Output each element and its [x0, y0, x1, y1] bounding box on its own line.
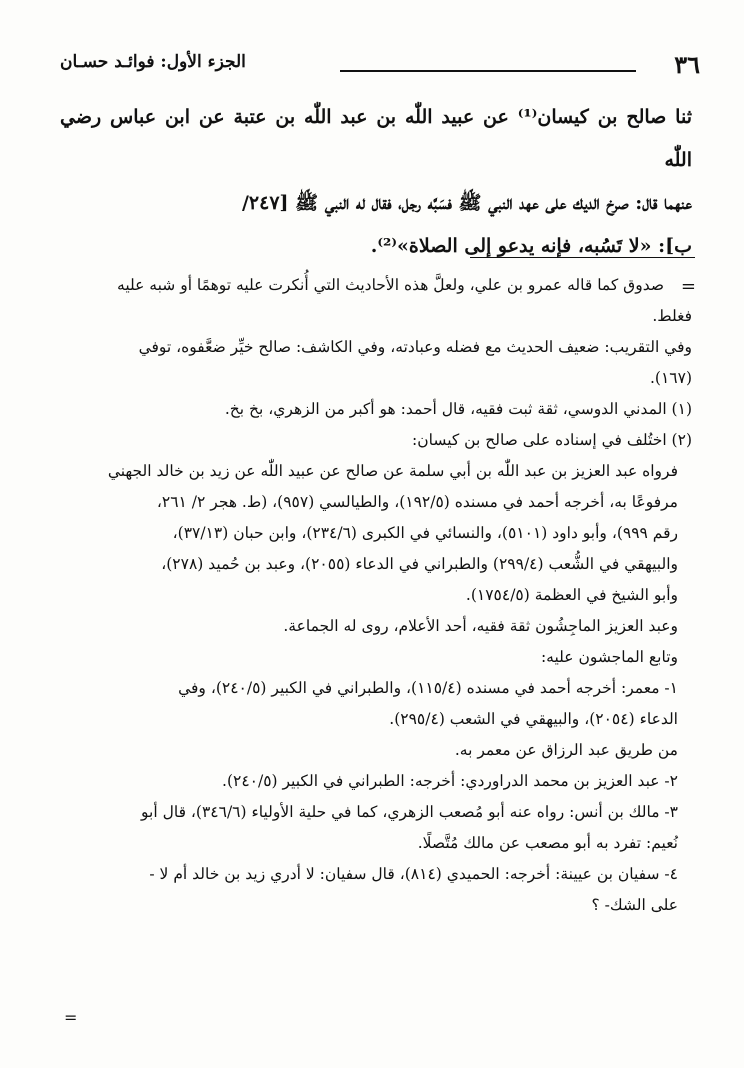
footnote-line: فغلط.	[652, 307, 692, 325]
footnote-line: الدعاء (٢٠٥٤)، والبيهقي في الشعب (٢٩٥/٤).	[389, 710, 678, 728]
footnote-line: والبيهقي في الشُّعب (٢٩٩/٤) والطبراني في الدعاء (٢٠٥٥)، وعبد بن حُميد (٢٧٨)،	[161, 555, 678, 573]
footnote-line: من طريق عبد الرزاق عن معمر به.	[454, 741, 678, 759]
footnote-line: ١- معمر: أخرجه أحمد في مسنده (١١٥/٤)، والطبراني في الكبير (٢٤٠/٥)، وفي	[178, 679, 678, 697]
footnote-line: وأبو الشيخ في العظمة (١٧٥٤/٥).	[465, 586, 678, 604]
main-line: عنهما قال: صرخ الديك على عهد النبي ﷺ فسَبَّه رجل، فقال له النبي ﷺ [٢٤٧/	[241, 192, 692, 214]
page-number: ٣٦	[674, 50, 700, 79]
footnote-line: نُعيم: تفرد به أبو مصعب عن مالك مُتَّصلًا.	[417, 834, 678, 852]
footnote-line: على الشك- ؟	[591, 896, 678, 914]
footnote-line: صدوق كما قاله عمرو بن علي، ولعلَّ هذه الأحاديث التي أُنكرت عليه توهمًا أو شبه عليه	[117, 276, 664, 294]
footnotes	[60, 270, 692, 921]
footnote-line: مرفوعًا به، أخرجه أحمد في مسنده (١٩٢/٥)، والطيالسي (٩٥٧)، (ط. هجر ٢/ ٢٦١،	[156, 493, 678, 511]
footnote-line: وفي التقريب: ضعيف الحديث مع فضله وعبادته، وفي الكاشف: صالح خيِّر ضعَّفوه، توفي	[138, 338, 692, 356]
header-rule	[340, 70, 636, 72]
running-title: الجزء الأول: فوائـد حسـان	[60, 52, 246, 72]
footnote-line: ٤- سفيان بن عيينة: أخرجه: الحميدي (٨١٤)، قال سفيان: لا أدري زيد بن خالد أم لا -	[149, 865, 678, 883]
footnote-line: ٣- مالك بن أنس: رواه عنه أبو مُصعب الزهري، كما في حلية الأولياء (٣٤٦/٦)، قال أبو	[141, 803, 678, 821]
end-marker: =	[64, 1008, 78, 1027]
footnote-line: وتابع الماجشون عليه:	[540, 648, 678, 666]
footnote-line: (١٦٧).	[649, 369, 692, 387]
footnote-line: وعبد العزيز الماجِشُون ثقة فقيه، أحد الأعلام، روى له الجماعة.	[283, 617, 678, 635]
main-text	[60, 96, 692, 268]
footnote-1: (١) المدني الدوسي، ثقة ثبت فقيه، قال أحمد: هو أكبر من الزهري، بخ بخ.	[224, 400, 692, 418]
footnote-line: ٢- عبد العزيز بن محمد الدراوردي: أخرجه: الطبراني في الكبير (٢٤٠/٥).	[222, 772, 678, 790]
footnote-line: رقم ٩٩٩)، وأبو داود (٥١٠١)، والنسائي في الكبرى (٢٣٤/٦)، وابن حبان (٣٧/١٣)،	[172, 524, 678, 542]
main-line: ب]: «لا تَسُبه، فإنه يدعو إلى الصلاة»⁽²⁾.	[370, 235, 692, 257]
main-line: ثنا صالح بن كيسان⁽¹⁾ عن عبيد اللّٰه بن عبد اللّٰه بن عتبة عن ابن عباس رضي اللّٰه	[60, 106, 692, 171]
continuation-marker: =	[680, 276, 696, 297]
footnote-line: فرواه عبد العزيز بن عبد اللّٰه بن أبي سلمة عن صالح عن عبيد اللّٰه عن زيد بن خالد الجهني	[107, 462, 678, 480]
page-header	[60, 50, 700, 84]
footnote-2-head: (٢) اختُلف في إسناده على صالح بن كيسان:	[412, 431, 692, 449]
footnote-separator	[470, 257, 695, 258]
